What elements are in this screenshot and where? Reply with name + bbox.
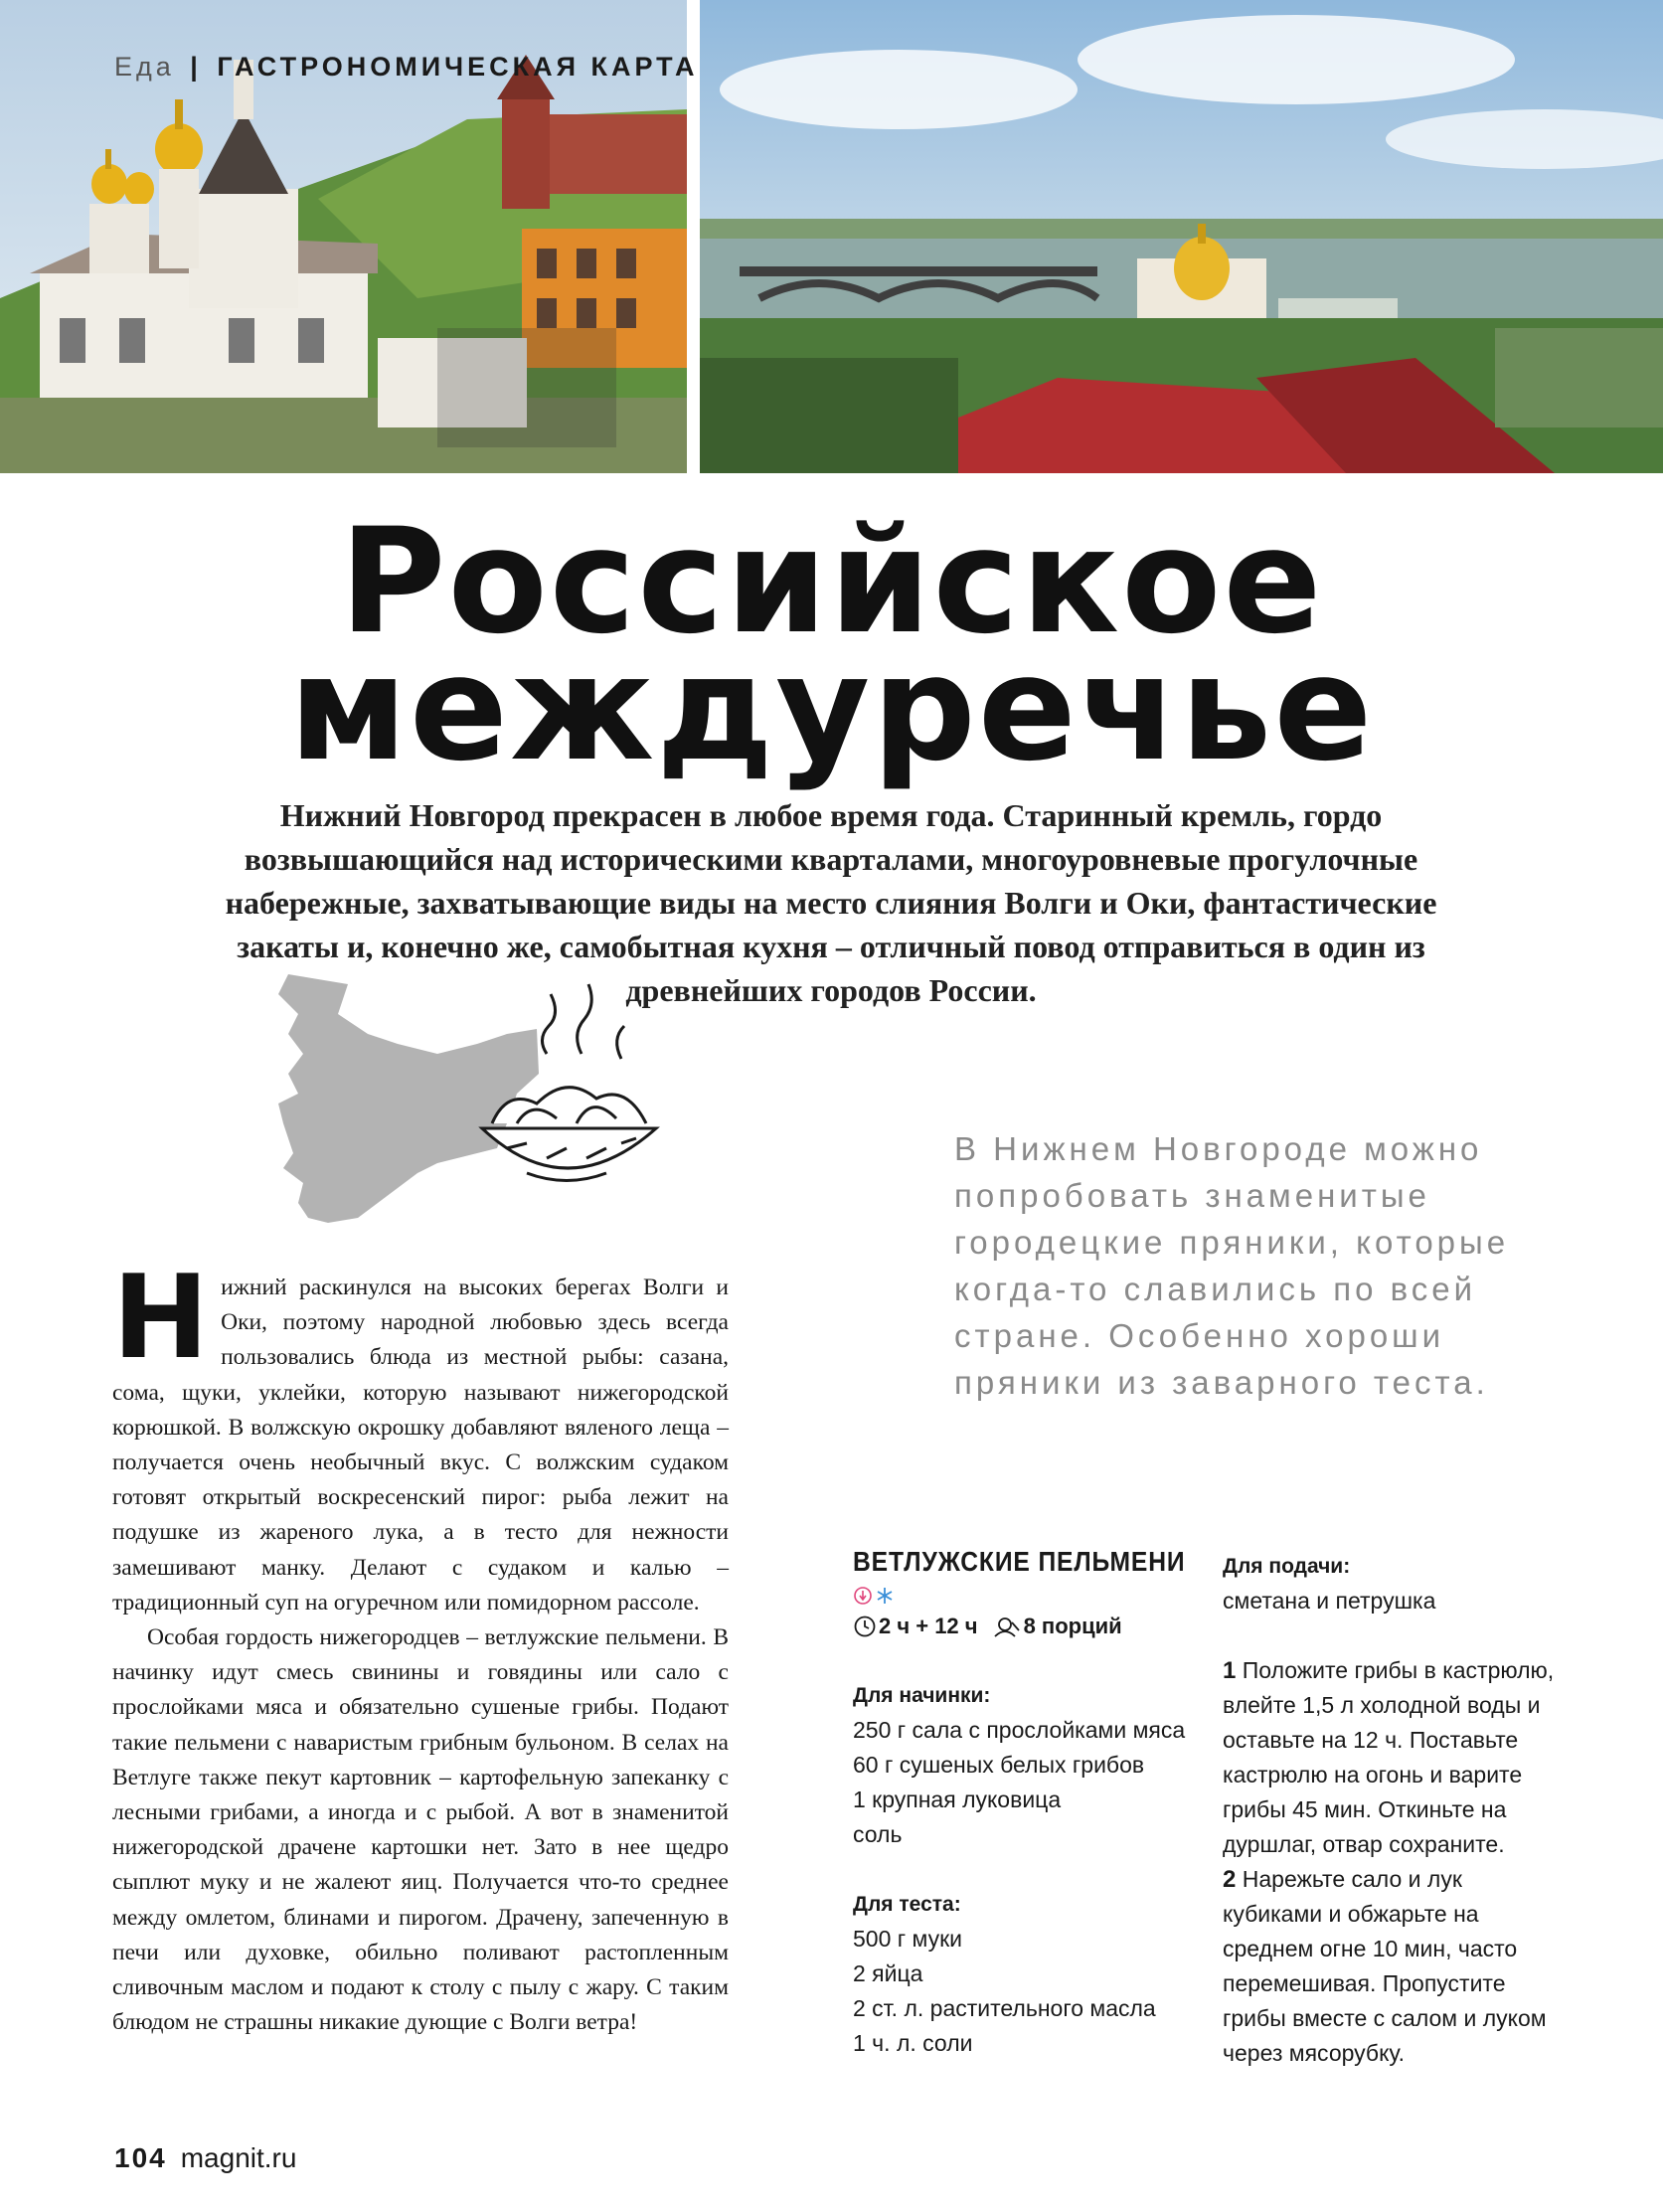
article-body	[112, 1251, 729, 2040]
article-paragraph-1	[112, 1251, 729, 1620]
section-category: Еда	[114, 52, 175, 82]
recipe-icons	[853, 1582, 1191, 1610]
recipe-time: 2 ч + 12 ч	[879, 1614, 978, 1638]
ingredient-item: 1 ч. л. соли	[853, 2030, 973, 2056]
recipe-instructions	[1223, 1549, 1561, 2071]
ingredient-item: 1 крупная луковица	[853, 1787, 1062, 1812]
recipe-servings: 8 порций	[1023, 1614, 1122, 1638]
pullquote: В Нижнем Новгороде можно попробовать знаменитые городецкие пряники, которые когда-то славились по всей стране. Особенно хороши пряники из заварного теста.	[954, 1130, 1510, 1401]
filling-label: Для начинки:	[853, 1684, 991, 1707]
section-separator: |	[190, 52, 202, 82]
photo-river-panorama	[700, 0, 1663, 473]
recipe-meta	[853, 1610, 1191, 1643]
recipe-step-2	[1223, 1862, 1561, 2071]
step-number: 2	[1223, 1866, 1237, 1893]
step-text: Нарежьте сало и лук кубиками и обжарьте на среднем огне 10 мин, часто перемешивая. Пропустите грибы вместе с салом и луком через мясорубку.	[1223, 1866, 1547, 2066]
headline-line-1: Российское	[339, 497, 1324, 666]
ingredient-item: 250 г сала с прослойками мяса	[853, 1717, 1186, 1743]
snowflake-icon	[875, 1586, 895, 1606]
section-name: ГАСТРОНОМИЧЕСКАЯ КАРТА	[217, 52, 699, 82]
low-temp-icon	[853, 1586, 873, 1606]
dough-list	[853, 1922, 1191, 2061]
recipe-title: ВЕТЛУЖСКИЕ ПЕЛЬМЕНИ	[853, 1546, 1186, 1577]
ingredient-item: 60 г сушеных белых грибов	[853, 1752, 1145, 1778]
ingredient-item: 2 яйца	[853, 1960, 923, 1986]
step-text: Положите грибы в кастрюлю, влейте 1,5 л холодной воды и оставьте на 12 ч. Поставьте кастрюлю на огонь и варите грибы 45 мин. Откиньте на дуршлаг, отвар сохраните.	[1223, 1657, 1555, 1857]
site-name: magnit.ru	[180, 2142, 297, 2173]
drop-cap: Н	[112, 1251, 210, 1385]
page-footer	[114, 2142, 296, 2174]
recipe-step-1	[1223, 1653, 1561, 1862]
clock-icon	[853, 1615, 877, 1638]
article-paragraph-1-text: ижний раскинулся на высоких берегах Волги и Оки, поэтому народной любовью здесь всегда пользовались блюда из местной рыбы: сазана, сома, щуки, уклейки, которую называют нижегородской корюшкой. В волжскую окрошку добавляют вяленого леща – получается очень необычный вкус. С волжским судаком готовят открытый воскресенский пирог: рыба лежит на подушке из жареного лука, а в тесто для нежности замешивают манку. Делают с судаком и калью – традиционный суп на огуречном или помидорном рассоле.	[112, 1275, 729, 1616]
ingredient-item: соль	[853, 1821, 903, 1847]
lead-paragraph: Нижний Новгород прекрасен в любое время года. Старинный кремль, гордо возвышающийся над историческими кварталами, многоуровневые прогулочные набережные, захватывающие виды на место слияния Волги и Оки, фантастические закаты и, конечно же, самобытная кухня – отличный повод отправиться в один из древнейших городов России.	[225, 797, 1437, 1008]
headline-line-2: междуречье	[288, 624, 1375, 793]
serving-label: Для подачи:	[1223, 1555, 1351, 1578]
filling-list	[853, 1713, 1191, 1852]
ingredient-item: 2 ст. л. растительного масла	[853, 1995, 1156, 2021]
article-paragraph-2: Особая гордость нижегородцев – ветлужские пельмени. В начинку идут смесь свинины и говядины или сало с прослойками мяса и обязательно сушеные грибы. Подают такие пельмени с наваристым грибным бульоном. В селах на Ветлуге также пекут картовник – картофельную запеканку с лесными грибами, а иногда и с рыбой. А вот в знаменитой нижегородской драчене картошки нет. Зато в нее щедро сыплют муку и не жалеют яиц. Получается что-то среднее между омлетом, блинами и пирогом. Драчену, запеченную в печи или духовке, обильно поливают растопленным сливочным маслом и подают к столу с пылу с жару. С таким блюдом не страшны никакие дующие с Волги ветра!	[112, 1624, 729, 2036]
step-number: 1	[1223, 1657, 1237, 1684]
serving-text: сметана и петрушка	[1223, 1588, 1436, 1614]
region-map-and-dumplings-illustration	[278, 974, 706, 1228]
dough-label: Для теста:	[853, 1893, 961, 1916]
ingredient-item: 500 г муки	[853, 1926, 963, 1952]
servings-icon	[992, 1615, 1022, 1638]
recipe-card	[853, 1544, 1191, 2061]
page-number: 104	[114, 2142, 167, 2173]
section-tag	[114, 52, 698, 83]
